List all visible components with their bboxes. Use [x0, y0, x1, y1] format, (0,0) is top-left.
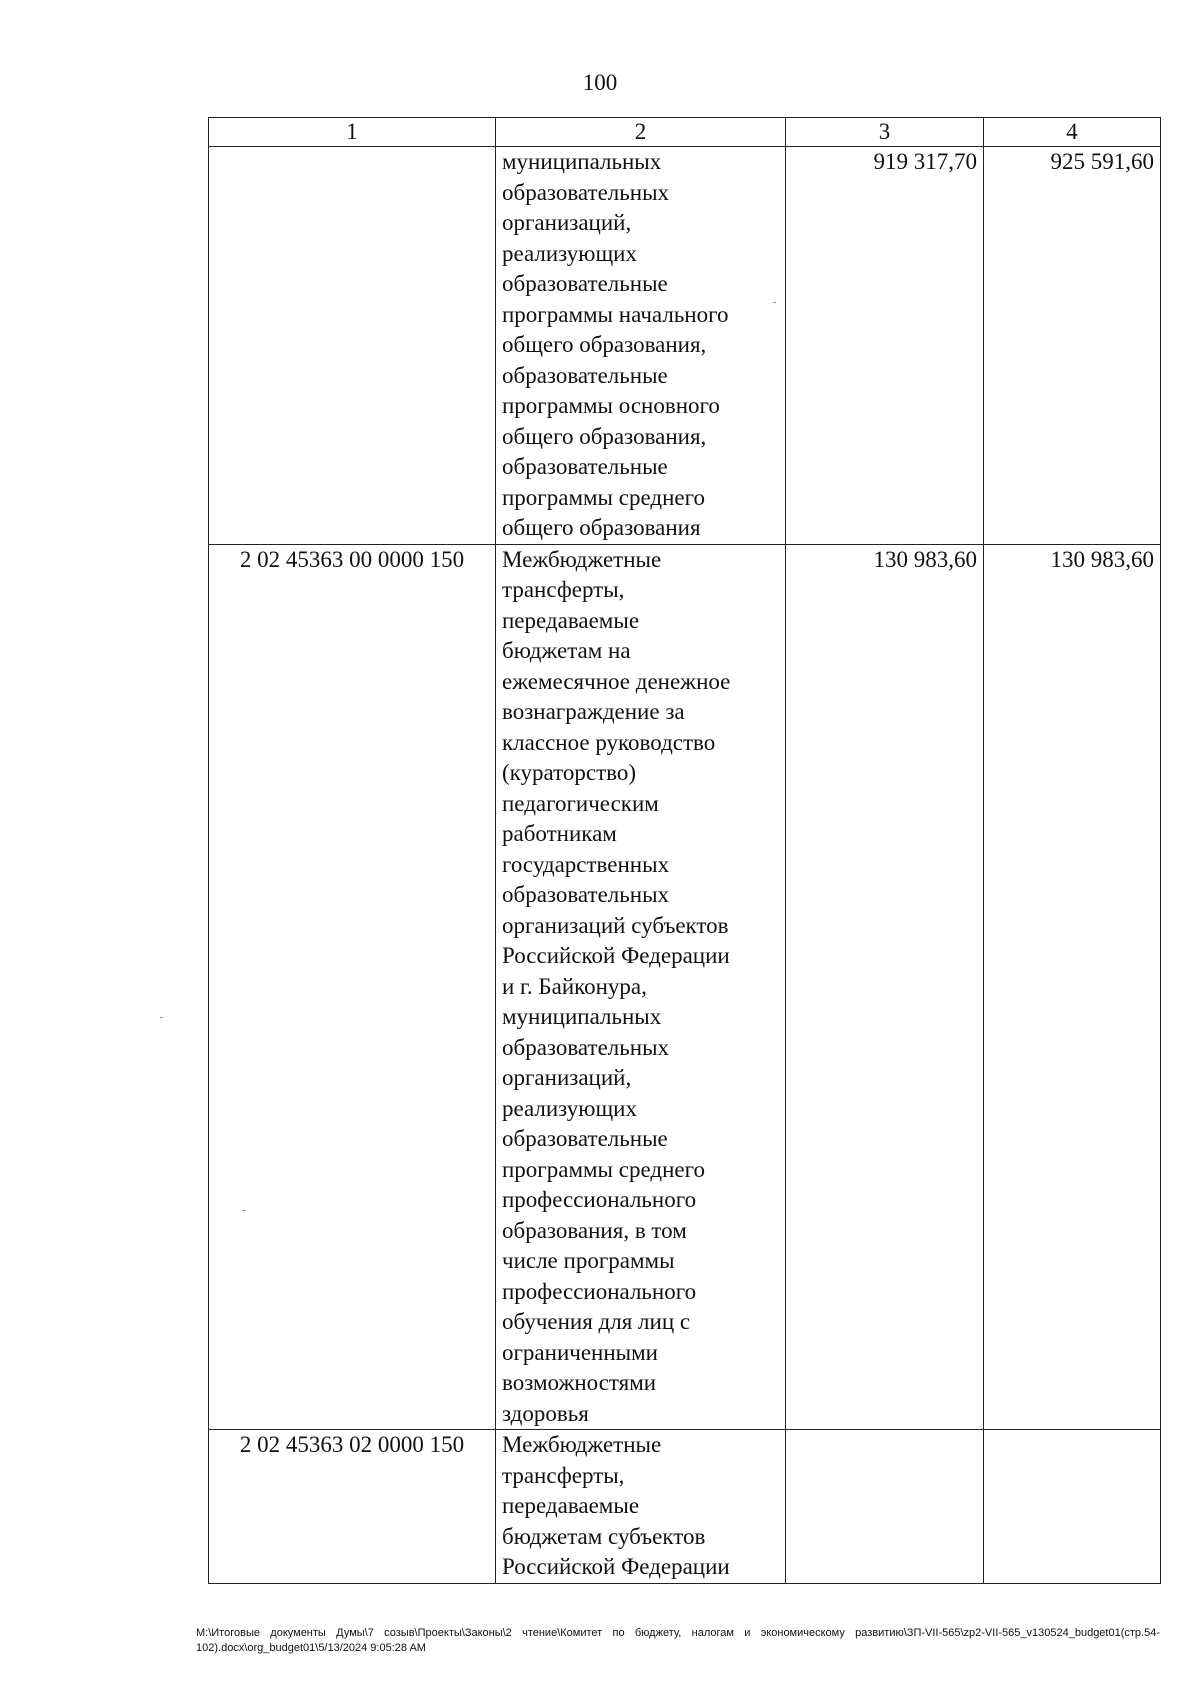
description-line: бюджетам субъектов — [502, 1523, 706, 1549]
file-path-footer: M:\Итоговые документы Думы\7 созыв\Проекты\Законы\2 чтение\Комитет по бюджету, налогам и экономическому развитию\ЗП-VII-565\zp2-VII-565_v130524_budget01(стр.54-102).docx\org_budget01\5/13/2024 9:05:28 AM — [196, 1627, 1160, 1654]
description-line: образовательные — [502, 454, 668, 479]
description-line: возможностями — [502, 1370, 657, 1395]
description-line: общего образования, — [502, 423, 707, 449]
description-line: муниципальных — [502, 1004, 662, 1029]
column-header-3: 3 — [786, 118, 984, 147]
description-line: образовательные — [502, 362, 668, 388]
description-line: образовательных — [502, 1034, 670, 1060]
description-line: здоровья — [502, 1400, 589, 1426]
description-line: профессионального — [502, 1278, 697, 1304]
description-line: организаций субъектов — [502, 912, 729, 938]
description-line: Российской Федерации — [502, 943, 730, 968]
description-line: образования, в том — [502, 1217, 687, 1243]
description-line: программы среднего — [502, 1156, 705, 1182]
description-line: государственных — [502, 851, 670, 877]
budget-code-cell — [209, 147, 496, 545]
description-line: классное руководство — [502, 729, 716, 755]
description-line: реализующих — [502, 1095, 637, 1121]
page-number: 100 — [582, 70, 618, 95]
description-line: общего образования — [502, 515, 701, 540]
description-line: программы основного — [502, 393, 720, 418]
description-line: работникам — [502, 821, 617, 846]
description-line: организаций, — [502, 210, 632, 235]
description-line: и г. Байконура, — [502, 973, 647, 999]
description-line: числе программы — [502, 1248, 675, 1273]
description-line: Межбюджетные — [502, 1432, 662, 1457]
description-line: (кураторство) — [502, 760, 636, 785]
table-row — [209, 1430, 1161, 1584]
table-row — [209, 147, 1161, 545]
budget-code-cell: 2 02 45363 02 0000 150 — [209, 1430, 496, 1584]
description-line: ограниченными — [502, 1339, 658, 1365]
column-header-2: 2 — [496, 118, 786, 147]
amount-col4-cell: 925 591,60 — [984, 147, 1161, 545]
description-cell — [496, 544, 786, 1430]
amount-col3-cell: 919 317,70 — [786, 147, 984, 545]
description-line: муниципальных — [502, 149, 662, 174]
scan-speck — [773, 302, 776, 303]
budget-code-cell: 2 02 45363 00 0000 150 — [209, 544, 496, 1430]
amount-col4-cell — [984, 1430, 1161, 1584]
description-line: трансферты, — [502, 1462, 625, 1488]
description-line: профессионального — [502, 1187, 697, 1212]
scan-speck — [160, 1017, 163, 1018]
amount-col3-cell: 130 983,60 — [786, 544, 984, 1430]
description-line: ежемесячное денежное — [502, 668, 731, 694]
amount-col3-cell — [786, 1430, 984, 1584]
description-line: образовательных — [502, 179, 670, 205]
description-line: вознаграждение за — [502, 699, 685, 724]
column-header-1: 1 — [209, 118, 496, 147]
description-line: образовательные — [502, 1126, 668, 1151]
description-line: программы среднего — [502, 484, 705, 510]
description-line: Российской Федерации — [502, 1554, 730, 1579]
table-header-row — [209, 118, 1161, 147]
budget-table — [208, 117, 1161, 1584]
description-line: организаций, — [502, 1065, 632, 1090]
description-line: педагогическим — [502, 790, 659, 816]
description-line: Межбюджетные — [502, 546, 662, 572]
table-body — [209, 147, 1161, 1584]
description-line: программы начального — [502, 301, 729, 327]
description-line: реализующих — [502, 240, 637, 266]
description-line: передаваемые — [502, 1493, 640, 1518]
description-cell — [496, 147, 786, 545]
scan-speck — [242, 1210, 245, 1211]
description-line: обучения для лиц с — [502, 1309, 691, 1334]
table-row — [209, 544, 1161, 1430]
description-cell — [496, 1430, 786, 1584]
description-line: общего образования, — [502, 332, 707, 357]
column-header-4: 4 — [984, 118, 1161, 147]
description-line: образовательные — [502, 271, 668, 296]
amount-col4-cell: 130 983,60 — [984, 544, 1161, 1430]
description-line: образовательных — [502, 882, 670, 907]
description-line: передаваемые — [502, 607, 640, 633]
description-line: бюджетам на — [502, 638, 631, 663]
description-line: трансферты, — [502, 577, 625, 602]
